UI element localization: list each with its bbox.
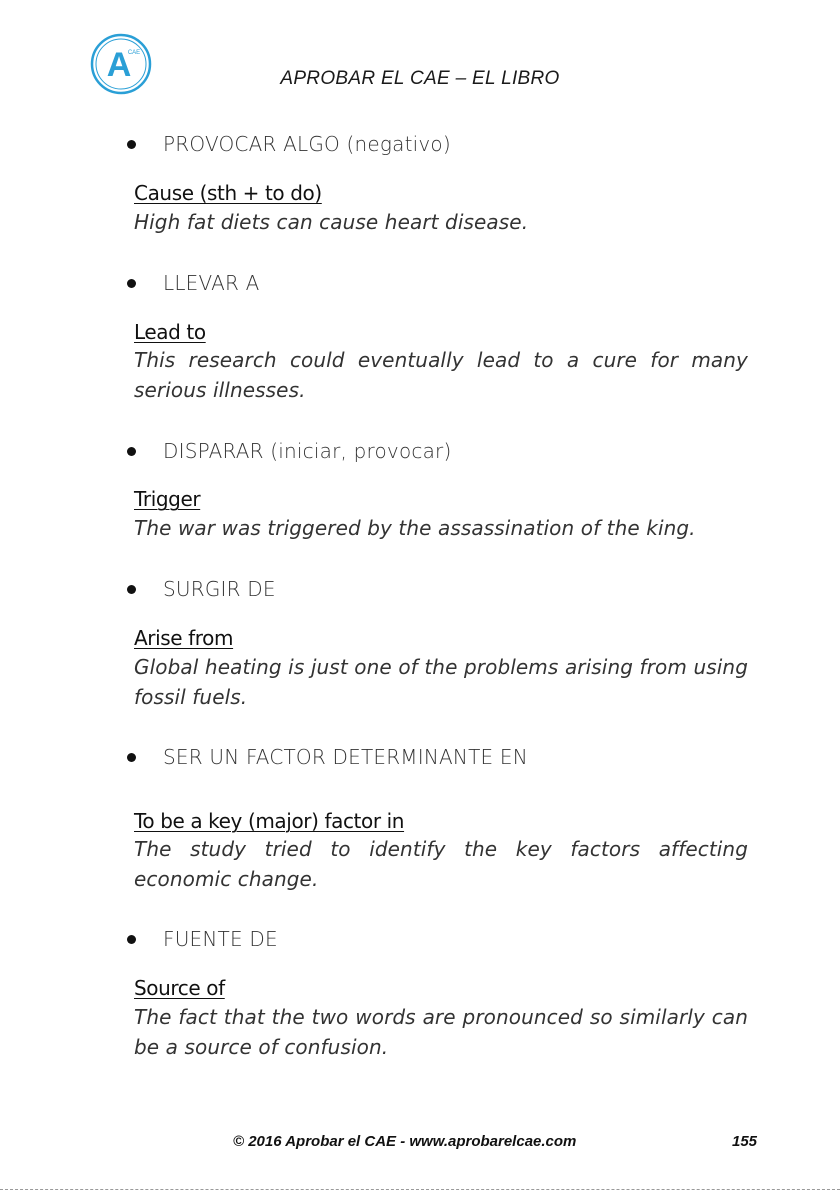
page-number: 155 — [732, 1133, 758, 1150]
entry-heading: PROVOCAR ALGO (negativo) — [163, 132, 451, 156]
bottom-divider — [0, 1189, 840, 1190]
entry-heading: LLEVAR A — [163, 271, 260, 295]
entry-heading: DISPARAR (iniciar, provocar) — [163, 439, 452, 463]
entry-term: Source of — [134, 976, 225, 1000]
page-header-title: APROBAR EL CAE – EL LIBRO — [280, 68, 560, 89]
entry-example: High fat diets can cause heart disease. — [134, 210, 529, 234]
entry-heading: FUENTE DE — [163, 927, 278, 951]
logo-letter: A — [106, 46, 132, 84]
bullet-icon — [127, 279, 136, 288]
entry-term: Lead to — [134, 320, 206, 344]
entry-example: This research could eventually lead to a cure for many serious illnesses. — [134, 348, 748, 402]
entry-example: The fact that the two words are pronounced so similarly can be a source of confusion. — [134, 1005, 748, 1059]
bullet-icon — [127, 140, 136, 149]
bullet-icon — [127, 935, 136, 944]
footer-copyright: © 2016 Aprobar el CAE - www.aprobarelcae.com — [233, 1133, 577, 1150]
entry-example: The study tried to identify the key factors affecting economic change. — [134, 837, 748, 891]
entry-example: The war was triggered by the assassination of the king. — [134, 516, 696, 540]
bullet-icon — [127, 753, 136, 762]
entry-heading: SER UN FACTOR DETERMINANTE EN — [163, 745, 528, 769]
bullet-icon — [127, 447, 136, 456]
entry-example: Global heating is just one of the problems arising from using fossil fuels. — [134, 655, 748, 709]
bullet-icon — [127, 585, 136, 594]
entry-term: To be a key (major) factor in — [134, 809, 405, 833]
entry-term: Trigger — [134, 487, 201, 511]
entry-heading: SURGIR DE — [163, 577, 276, 601]
entry-term: Cause (sth + to do) — [134, 181, 322, 205]
logo-small-text: CAE — [127, 50, 141, 56]
entry-term: Arise from — [134, 626, 234, 650]
